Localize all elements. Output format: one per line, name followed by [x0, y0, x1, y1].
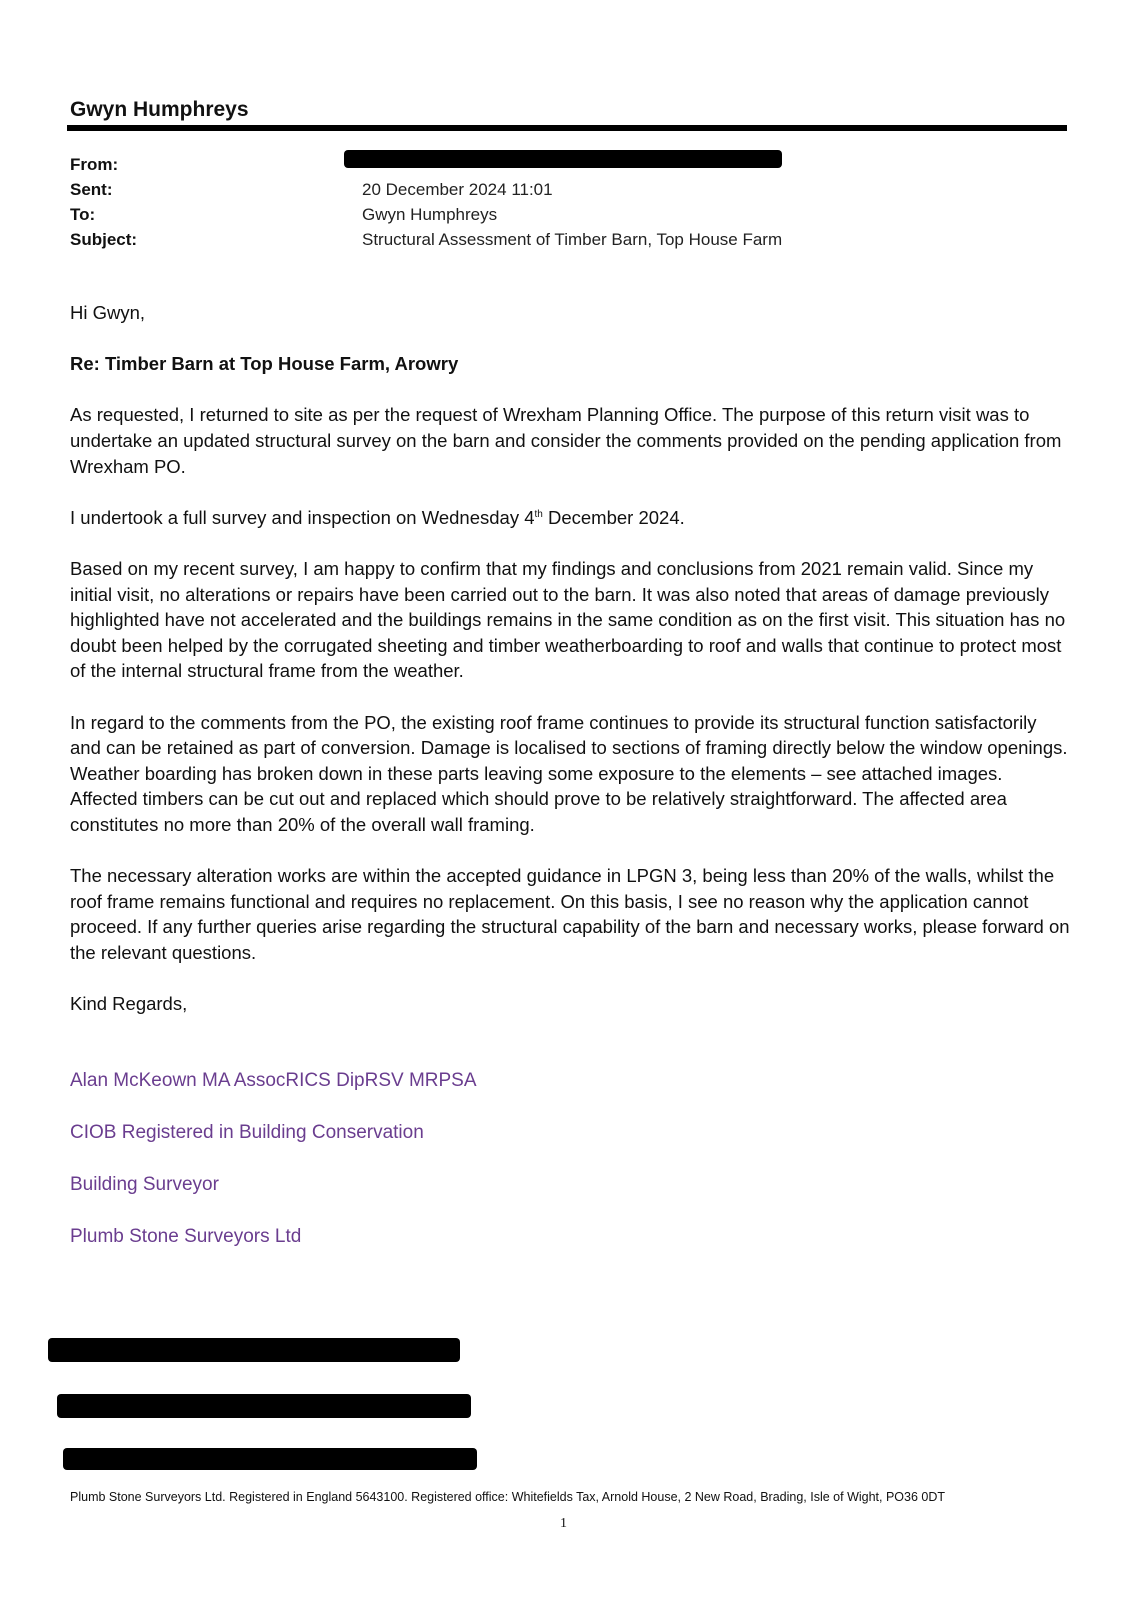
- subject-label: Subject:: [70, 230, 138, 249]
- redacted-contact-1: [48, 1338, 460, 1362]
- header-divider: [67, 125, 1067, 131]
- sent-label: Sent:: [70, 180, 113, 199]
- redacted-contact-3: [63, 1448, 477, 1470]
- page-number: 1: [560, 1516, 567, 1531]
- signature-registration: CIOB Registered in Building Conservation: [70, 1122, 424, 1143]
- mailbox-owner-name: Gwyn Humphreys: [70, 98, 249, 121]
- paragraph-1: As requested, I returned to site as per the request of Wrexham Planning Office. The purpose of this return visit was to undertake an updated structural survey on the barn and consider the comments provided on the pending application from Wrexham PO.: [70, 404, 1062, 477]
- subject-row: [70, 227, 1050, 252]
- paragraph-2-text-end: December 2024.: [542, 506, 685, 528]
- from-label: From:: [70, 155, 119, 174]
- paragraph-2: [70, 505, 1070, 531]
- to-label: To:: [70, 205, 96, 224]
- company-registration-note: Plumb Stone Surveyors Ltd. Registered in England 5643100. Registered office: Whitefields Tax, Arnold House, 2 New Road, Brading, Isle of Wight, PO36 0DT: [70, 1490, 946, 1504]
- signature-name: Alan McKeown MA AssocRICS DipRSV MRPSA: [70, 1070, 477, 1091]
- to-value: Gwyn Humphreys: [362, 205, 498, 224]
- to-row: [70, 202, 1050, 227]
- paragraph-3: Based on my recent survey, I am happy to confirm that my findings and conclusions from 2021 remain valid. Since my initial visit, no alterations or repairs have been carried out to the barn. It was also noted that areas of damage previously highlighted have not accelerated and the buildings remains in the same condition as on the first visit. This situation has no doubt been helped by the corrugated sheeting and timber weatherboarding to roof and walls that continue to protect most of the internal structural frame from the weather.: [70, 557, 1066, 682]
- email-body: [70, 300, 1070, 1042]
- signature-company: Plumb Stone Surveyors Ltd: [70, 1226, 302, 1247]
- sent-value: 20 December 2024 11:01: [362, 180, 553, 199]
- paragraph-2-text: I undertook a full survey and inspection on Wednesday 4: [70, 506, 535, 528]
- redacted-sender: [344, 150, 782, 168]
- re-line: Re: Timber Barn at Top House Farm, Arowry: [70, 353, 459, 375]
- paragraph-5: The necessary alteration works are within the accepted guidance in LPGN 3, being less than 20% of the walls, whilst the roof frame remains functional and requires no replacement. On this basis, I see no reason why the application cannot proceed. If any further queries arise regarding the structural capability of the barn and necessary works, please forward on the relevant questions.: [70, 865, 1070, 963]
- signature-role: Building Surveyor: [70, 1174, 219, 1195]
- subject-value: Structural Assessment of Timber Barn, Top House Farm: [362, 230, 783, 249]
- closing: Kind Regards,: [70, 993, 188, 1015]
- greeting: Hi Gwyn,: [70, 302, 146, 323]
- ordinal-suffix: th: [534, 508, 543, 520]
- paragraph-4: In regard to the comments from the PO, the existing roof frame continues to provide its structural function satisfactorily and can be retained as part of conversion. Damage is localised to sections of framing directly below the window openings. Weather boarding has broken down in these parts leaving some exposure to the elements – see attached images. Affected timbers can be cut out and replaced which should prove to be relatively straightforward. The affected area constitutes no more than 20% of the overall wall framing.: [70, 711, 1068, 835]
- sent-row: [70, 177, 1050, 202]
- signature-block: [70, 1068, 477, 1276]
- redacted-contact-2: [57, 1394, 471, 1418]
